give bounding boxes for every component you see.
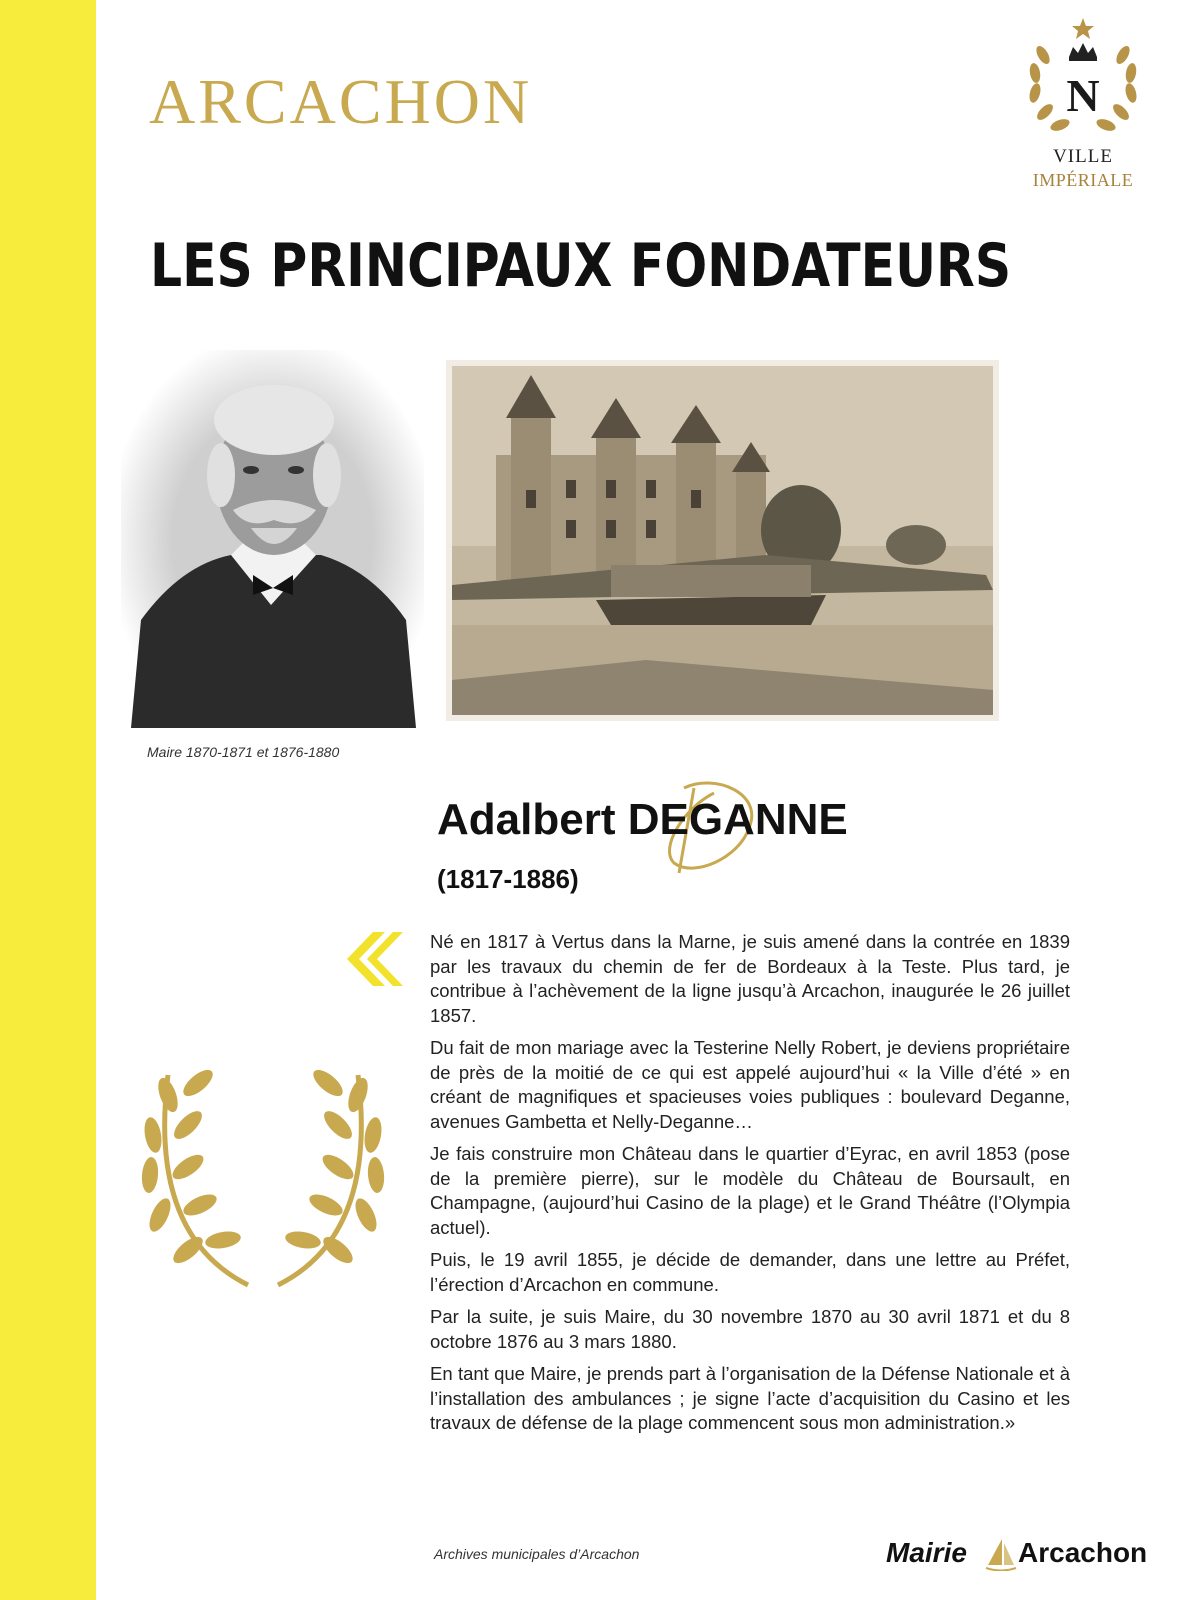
bio-paragraph: Né en 1817 à Vertus dans la Marne, je suis amené dans la contrée en 1839 par les travaux du chemin de fer de Bordeaux à la Teste. Plus tard, je contribue à l’achèvement de la ligne jusqu’à Arcachon, inaugurée le 26 juillet 1857. xyxy=(430,931,1070,1026)
bio-paragraph: Puis, le 19 avril 1855, je décide de demander, dans une lettre au Préfet, l’érection d’Arcachon en commune. xyxy=(430,1249,1070,1295)
portrait-photo xyxy=(121,350,424,728)
sailboat-icon xyxy=(984,1537,1018,1571)
ville-imperiale-emblem xyxy=(1013,15,1153,200)
portrait-caption: Maire 1870-1871 et 1876-1880 xyxy=(147,744,340,760)
opening-quote-icon xyxy=(343,932,403,986)
logo-word-arcachon: Arcachon xyxy=(1018,1537,1148,1568)
city-title: ARCACHON xyxy=(149,66,533,137)
logo-word-mairie: Mairie xyxy=(886,1537,967,1568)
emblem-monogram: N xyxy=(1066,70,1100,121)
person-name: Adalbert DEGANNE xyxy=(437,795,848,844)
mairie-arcachon-logo xyxy=(886,1537,1156,1575)
archives-credit: Archives municipales d’Arcachon xyxy=(434,1546,640,1562)
bio-paragraph: Je fais construire mon Château dans le quartier d’Eyrac, en avril 1853 (pose de la première pierre), sur le modèle du Château de Boursault, en Champagne, (aujourd’hui Casino de la plage) et le Grand Théâtre (l’Olympia actuel). xyxy=(430,1143,1070,1238)
bio-paragraph: Par la suite, je suis Maire, du 30 novembre 1870 au 30 avril 1871 et du 8 octobre 1876 au 3 mars 1880. xyxy=(430,1306,1070,1352)
emblem-line-ville: VILLE xyxy=(1053,146,1113,167)
person-dates: (1817-1886) xyxy=(437,864,579,894)
chateau-photo xyxy=(446,360,999,721)
yellow-sidebar-stripe xyxy=(0,0,96,1600)
emblem-line-imperiale: IMPÉRIALE xyxy=(1032,170,1134,190)
bio-paragraph: Du fait de mon mariage avec la Testerine Nelly Robert, je deviens propriétaire de près de la moitié de ce qui est appelé aujourd’hui « la Ville d’été » en créant de magnifiques et spacieuses voies publiques : boulevard Deganne, avenues Gambetta et Nelly-Deganne… xyxy=(430,1037,1070,1132)
biography-text xyxy=(430,930,1070,1444)
laurel-wreath-icon xyxy=(128,1055,398,1295)
section-title: LES PRINCIPAUX FONDATEURS xyxy=(150,231,1012,301)
laurel-crown-monogram-icon xyxy=(1013,15,1153,145)
bio-paragraph: En tant que Maire, je prends part à l’organisation de la Défense Nationale et à l’installation des ambulances ; je signe l’acte d’acquisition du Casino et les travaux de défense de la plage commencent sous mon administration.» xyxy=(430,1363,1070,1433)
